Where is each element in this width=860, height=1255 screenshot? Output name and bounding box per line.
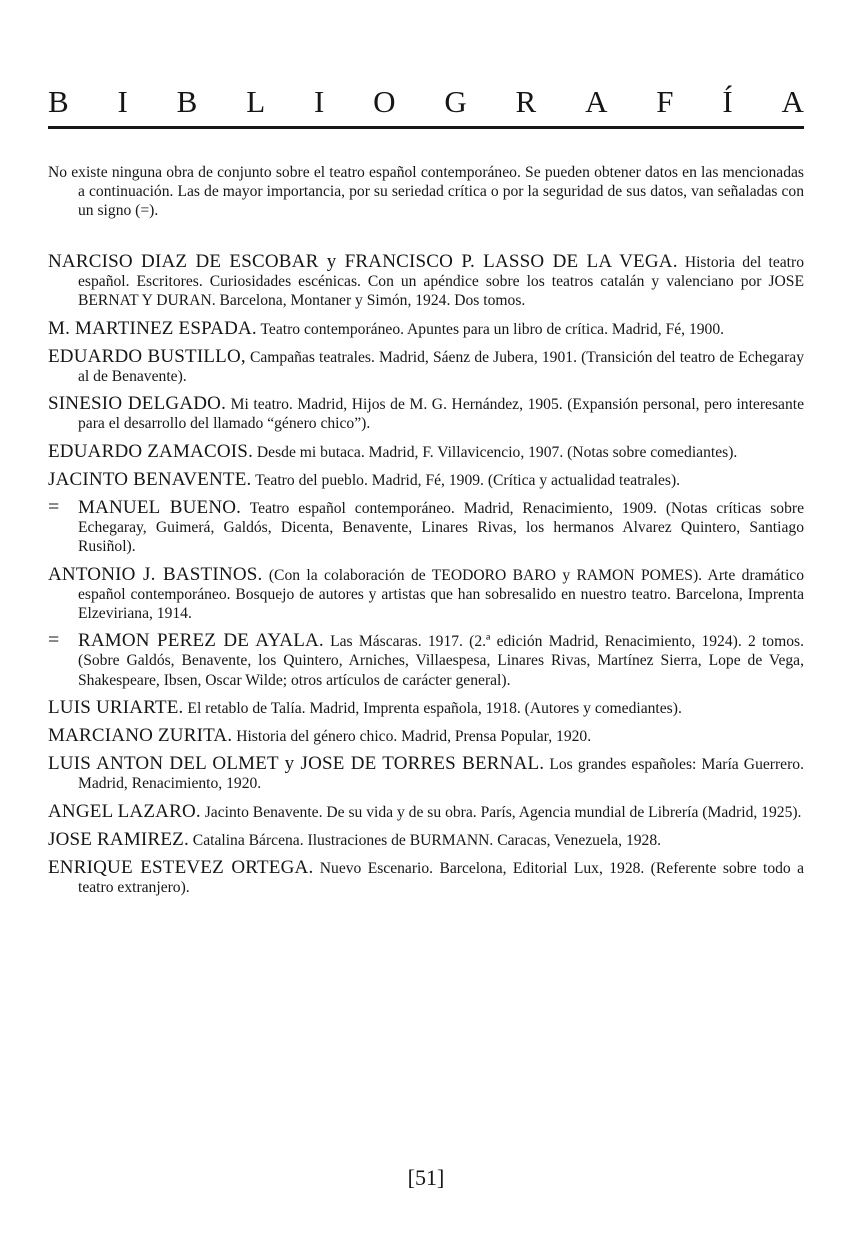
title-letter: Í [722, 84, 733, 119]
bibliography-entry [48, 565, 804, 624]
entry-text: Las Máscaras. 1917. (2.ª edición Madrid, Renacimiento, 1924). 2 tomos. (Sobre Galdós, Benavente, los Quintero, Arniches, Villaespesa, Linares Rivas, Martínez Sierra, Lope de Vega, Shakespeare, Ibsen, Oscar Wilde; otros artículos de carácter general). [78, 633, 804, 689]
title-letter: O [373, 84, 396, 119]
entry-author: LUIS ANTON DEL OLMET y JOSE DE TORRES BERNAL. [48, 753, 545, 775]
entry-text: Teatro contemporáneo. Apuntes para un libro de crítica. Madrid, Fé, 1900. [256, 320, 725, 338]
entry-author: JOSE RAMIREZ. [48, 828, 189, 850]
entry-text: Los grandes españoles: María Guerrero. Madrid, Renacimiento, 1920. [78, 756, 804, 793]
bibliography-entry [48, 802, 804, 822]
bibliography-entry [48, 319, 804, 339]
bibliography-entry [48, 754, 804, 793]
bibliography-entry [48, 858, 804, 897]
bibliography-entry [48, 442, 804, 462]
entry-author: LUIS URIARTE. [48, 696, 184, 718]
title-letter: B [176, 84, 198, 119]
bibliography-entry [48, 698, 804, 718]
bibliography-list [48, 252, 804, 905]
entry-text: Historia del género chico. Madrid, Prensa Popular, 1920. [232, 728, 592, 746]
entry-author: NARCISO DIAZ DE ESCOBAR y FRANCISCO P. LASSO DE LA VEGA. [48, 251, 678, 272]
entry-text: Teatro español contemporáneo. Madrid, Renacimiento, 1909. (Notas críticas sobre Echegaray, Guimerá, Galdós, Dicenta, Benavente, Linares Rivas, los hermanos Alvarez Quintero, Santiago Rusiñol). [78, 500, 805, 556]
entry-author: EDUARDO ZAMACOIS. [48, 440, 254, 462]
entry-text: El retablo de Talía. Madrid, Imprenta española, 1918. (Autores y comediantes). [183, 699, 682, 717]
entry-text: Historia del teatro español. Escritores. Curiosidades escénicas. Con un apéndice sobre los teatros catalán y valenciano por JOSE BERNAT Y DURAN. Barcelona, Montaner y Simón, 1924. Dos tomos. [78, 254, 805, 310]
page-number: [51] [407, 1165, 445, 1190]
entry-text: Jacinto Benavente. De su vida y de su obra. París, Agencia mundial de Librería (Madrid, 1925). [200, 803, 802, 821]
entry-author: RAMON PEREZ DE AYALA. [78, 630, 324, 652]
bibliography-entry [48, 830, 804, 850]
entry-text: Campañas teatrales. Madrid, Sáenz de Jubera, 1901. (Transición del teatro de Echegaray al de Benavente). [78, 348, 804, 386]
entry-author: MANUEL BUENO. [78, 497, 242, 519]
entry-text: Nuevo Escenario. Barcelona, Editorial Lux, 1928. (Referente sobre todo a teatro extranjero). [78, 860, 804, 897]
entry-author: ENRIQUE ESTEVEZ ORTEGA. [48, 857, 314, 879]
title-letter: R [515, 84, 537, 119]
bibliography-entry [48, 726, 804, 746]
title-letter: B [48, 84, 69, 119]
entry-author: M. MARTINEZ ESPADA. [48, 317, 257, 339]
bibliography-entry [48, 631, 804, 690]
bibliography-entry [48, 347, 804, 386]
bibliography-entry [48, 252, 804, 311]
title-letter: F [656, 84, 674, 119]
importance-mark: = [48, 496, 60, 519]
title-letter: A [585, 84, 608, 119]
title-letter: I [117, 84, 128, 119]
title-letter: A [781, 84, 804, 119]
intro-paragraph: No existe ninguna obra de conjunto sobre el teatro español contemporáneo. Se pueden obtener datos en las mencionadas a continuación. Las de mayor importancia, por su seriedad crítica o por la seguridad de sus datos, van señaladas con un signo (=). [48, 164, 804, 220]
bibliography-entry [48, 498, 804, 557]
entry-author: JACINTO BENAVENTE. [48, 468, 252, 490]
bibliography-entry [48, 394, 804, 433]
entry-text: (Con la colaboración de TEODORO BARO y RAMON POMES). Arte dramático español contemporáneo. Bosquejo de autores y artistas que han sobresalido en nuestro teatro. Barcelona, Imprenta Elzeviriana, 1914. [78, 566, 804, 623]
entry-author: SINESIO DELGADO. [48, 393, 227, 415]
title-rule [48, 126, 804, 129]
entry-author: MARCIANO ZURITA. [48, 725, 233, 747]
bibliography-entry [48, 470, 804, 490]
page-title [48, 84, 804, 120]
entry-text: Catalina Bárcena. Ilustraciones de BURMANN. Caracas, Venezuela, 1928. [188, 831, 662, 849]
entry-author: EDUARDO BUSTILLO, [48, 345, 246, 367]
title-letter: G [444, 84, 467, 119]
title-letter: I [313, 84, 325, 119]
book-page [48, 0, 804, 1255]
title-letter: L [246, 84, 266, 119]
entry-text: Teatro del pueblo. Madrid, Fé, 1909. (Crítica y actualidad teatrales). [251, 471, 681, 489]
importance-mark: = [48, 629, 60, 652]
entry-author: ANTONIO J. BASTINOS. [48, 563, 263, 585]
entry-text: Mi teatro. Madrid, Hijos de M. G. Hernández, 1905. (Expansión personal, pero interesante para el desarrollo del llamado “género chico”). [78, 396, 804, 433]
entry-text: Desde mi butaca. Madrid, F. Villavicencio, 1907. (Notas sobre comediantes). [253, 443, 738, 461]
entry-author: ANGEL LAZARO. [48, 800, 201, 822]
